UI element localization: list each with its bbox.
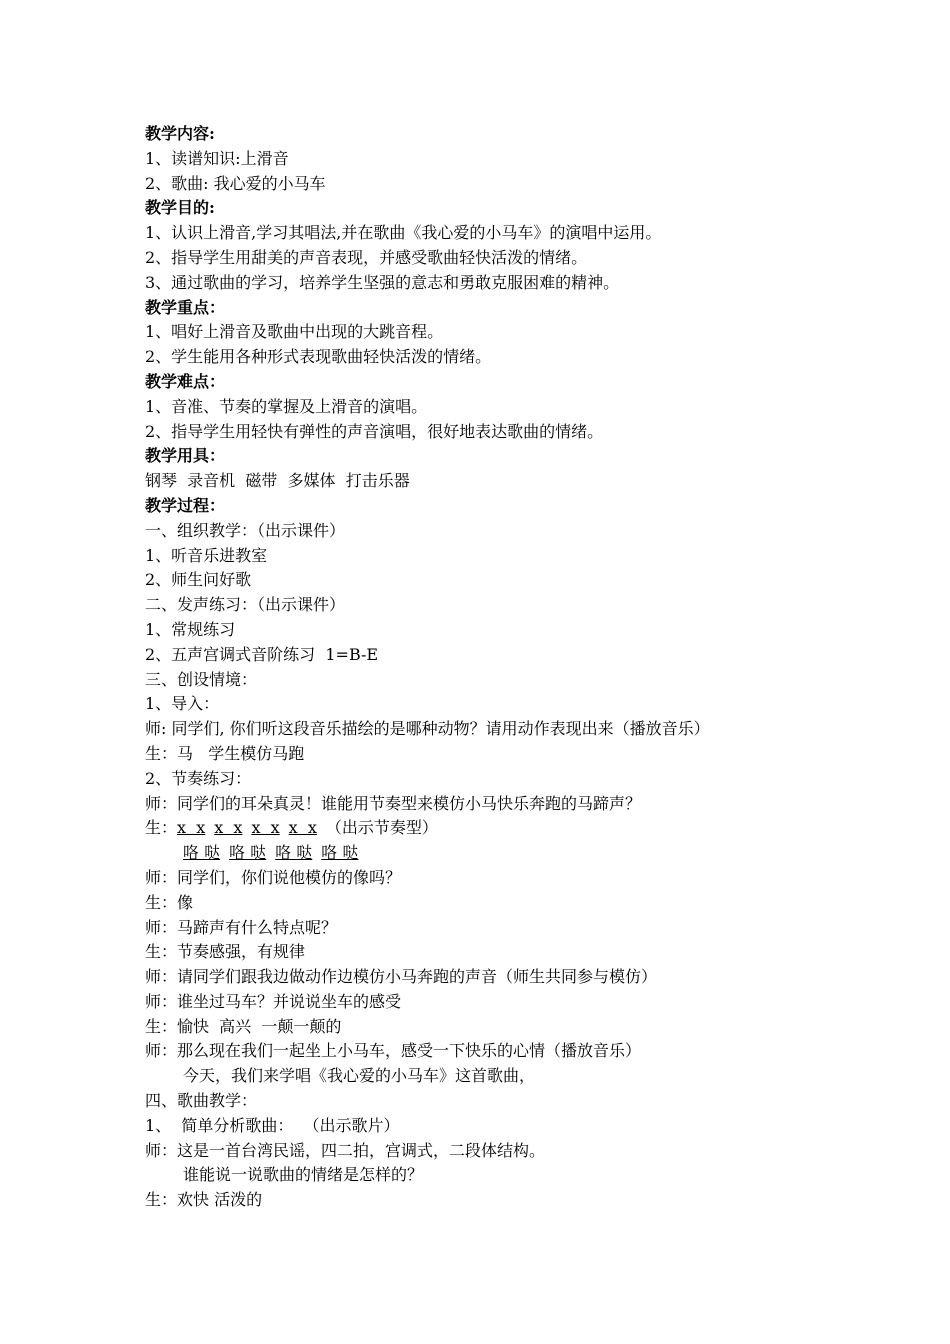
process-line-indented: 谁能说一说歌曲的情绪是怎样的？ — [183, 1165, 424, 1185]
process-line: 生：像 — [145, 892, 194, 912]
process-line: 2、师生问好歌 — [145, 570, 252, 590]
process-line: 师：请同学们跟我边做动作边模仿小马奔跑的声音（师生共同参与模仿） — [145, 967, 658, 987]
process-line: 师: 同学们, 你们听这段音乐描绘的是哪种动物？请用动作表现出来（播放音乐） — [145, 719, 710, 739]
rhythm-speaker: 生： — [145, 818, 178, 838]
process-line: 二、发声练习：（出示课件） — [145, 595, 346, 615]
objectives-heading: 教学目的: — [145, 198, 215, 218]
process-line: 1、常规练习 — [145, 619, 236, 639]
objective-item: 3、通过歌曲的学习，培养学生坚强的意志和勇敢克服困难的精神。 — [145, 272, 620, 292]
process-line: 生：欢快 活泼的 — [145, 1190, 263, 1210]
rhythm-note: x x — [177, 818, 206, 838]
process-line: 生：愉快 高兴 一颠一颠的 — [145, 1016, 342, 1036]
rhythm-note-label: （出示节奏型） — [325, 818, 438, 838]
content-heading: 教学内容: — [145, 124, 215, 143]
process-line: 师：那么现在我们一起坐上小马车，感受一下快乐的心情（播放音乐） — [145, 1041, 642, 1061]
process-line: 1、导入： — [145, 694, 220, 714]
tools-heading: 教学用具： — [145, 446, 226, 466]
rhythm-pattern-row — [145, 816, 845, 841]
rhythm-note: x x — [251, 818, 280, 838]
tools-list: 钢琴 录音机 磁带 多媒体 打击乐器 — [145, 471, 410, 491]
rhythm-syllable-row — [145, 841, 845, 866]
objective-item: 2、指导学生用甜美的声音表现，并感受歌曲轻快活泼的情绪。 — [145, 247, 588, 267]
lesson-plan-document — [145, 122, 845, 1213]
process-line: 师：马蹄声有什么特点呢？ — [145, 917, 338, 937]
process-line: 师：谁坐过马车？并说说坐车的感受 — [145, 991, 402, 1011]
process-line: 2、节奏练习： — [145, 768, 252, 788]
process-line: 生：节奏感强，有规律 — [145, 942, 306, 962]
process-line: 四、歌曲教学： — [145, 1091, 258, 1111]
process-line: 1、 简单分析歌曲： （出示歌片） — [145, 1115, 400, 1135]
process-line: 2、五声宫调式音阶练习 1=B-E — [145, 644, 379, 664]
process-line: 一、组织教学：（出示课件） — [145, 520, 346, 540]
process-line-indented: 今天，我们来学唱《我心爱的小马车》这首歌曲， — [183, 1066, 536, 1086]
process-line: 师：同学们的耳朵真灵！谁能用节奏型来模仿小马快乐奔跑的马蹄声？ — [145, 793, 642, 813]
rhythm-syllable: 咯 哒 — [229, 843, 267, 863]
objective-item: 1、认识上滑音,学习其唱法,并在歌曲《我心爱的小马车》的演唱中运用。 — [145, 223, 662, 243]
key-points-heading: 教学重点： — [145, 297, 226, 317]
difficulty-item: 2、指导学生用轻快有弹性的声音演唱，很好地表达歌曲的情绪。 — [145, 421, 604, 441]
rhythm-syllable: 咯 哒 — [183, 843, 221, 863]
process-line: 师：这是一首台湾民谣，四二拍，宫调式，二段体结构。 — [145, 1140, 546, 1160]
rhythm-note: x x — [288, 818, 317, 838]
difficulty-item: 1、音准、节奏的掌握及上滑音的演唱。 — [145, 396, 428, 416]
difficulties-heading: 教学难点： — [145, 371, 226, 391]
rhythm-note: x x — [214, 818, 243, 838]
key-point-item: 2、学生能用各种形式表现歌曲轻快活泼的情绪。 — [145, 347, 492, 367]
content-item: 2、歌曲: 我心爱的小马车 — [145, 173, 326, 193]
rhythm-syllable: 咯 哒 — [275, 843, 313, 863]
process-line: 生：马 学生模仿马跑 — [145, 743, 305, 763]
process-heading: 教学过程： — [145, 495, 226, 515]
process-line: 师：同学们，你们说他模仿的像吗？ — [145, 867, 402, 887]
process-line: 三、创设情境： — [145, 669, 258, 689]
key-point-item: 1、唱好上滑音及歌曲中出现的大跳音程。 — [145, 322, 444, 342]
rhythm-syllable: 咯 哒 — [321, 843, 359, 863]
content-item: 1、读谱知识:上滑音 — [145, 148, 289, 168]
process-line: 1、听音乐进教室 — [145, 545, 268, 565]
